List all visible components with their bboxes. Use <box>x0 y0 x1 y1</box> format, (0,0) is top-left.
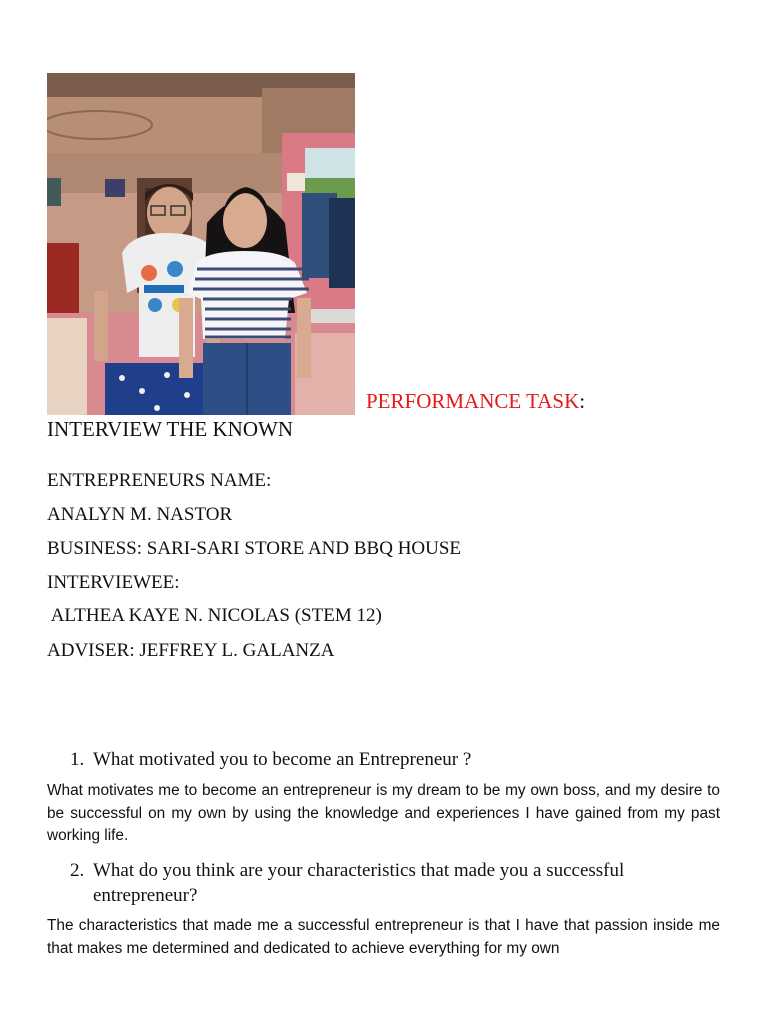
question-1 <box>70 747 710 772</box>
page-title <box>366 389 585 414</box>
title-red-text: PERFORMANCE TASK <box>366 389 580 413</box>
question-number: 2. <box>70 860 85 881</box>
question-2 <box>70 858 710 908</box>
adviser-line: ADVISER: JEFFREY L. GALANZA <box>47 640 335 661</box>
question-number: 1. <box>70 749 85 770</box>
interviewee-label: INTERVIEWEE: <box>47 572 180 593</box>
answer-1: What motivates me to become an entrepreneur is my dream to be my own boss, and my desire to be successful on my own by using the knowledge and experiences I have gained from my past working life. <box>47 782 720 844</box>
entrepreneur-label: ENTREPRENEURS NAME: <box>47 470 272 491</box>
page-subtitle: INTERVIEW THE KNOWN <box>47 417 293 441</box>
business-line: BUSINESS: SARI-SARI STORE AND BBQ HOUSE <box>47 538 462 559</box>
answer-2: The characteristics that made me a successful entrepreneur is that I have that passion inside me that makes me determined and dedicated to achieve everything for my own <box>47 917 720 957</box>
title-colon: : <box>579 389 586 413</box>
question-text: What motivated you to become an Entrepreneur ? <box>93 749 472 770</box>
entrepreneur-name: ANALYN M. NASTOR <box>47 504 233 525</box>
interviewee-name: ALTHEA KAYE N. NICOLAS (STEM 12) <box>47 605 382 626</box>
question-text: What do you think are your characteristics that made you a successful entrepreneur? <box>93 860 625 906</box>
interview-photo <box>47 73 355 415</box>
